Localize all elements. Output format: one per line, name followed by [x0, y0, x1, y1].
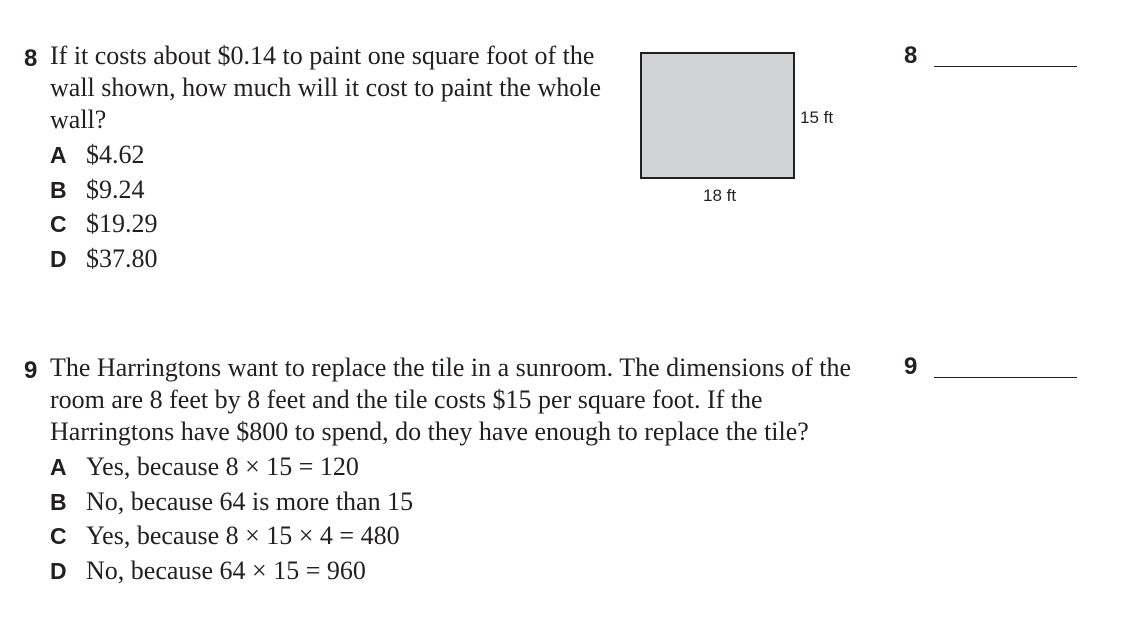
- choice-letter: B: [50, 176, 67, 203]
- wall-figure: [640, 52, 850, 212]
- answer-choices: [50, 452, 864, 590]
- choice-letter: D: [50, 557, 67, 584]
- choice-text: $9.24: [86, 174, 145, 204]
- choice-letter: B: [50, 488, 67, 515]
- question-stem: If it costs about $0.14 to paint one square foot of the wall shown, how much will it cost to paint the whole wall?: [50, 41, 601, 134]
- choice-letter: D: [50, 245, 67, 272]
- choice-letter: C: [50, 211, 67, 237]
- answer-number: 9: [904, 353, 918, 380]
- wall-width-label: 18 ft: [703, 186, 737, 205]
- choice-letter: A: [50, 142, 67, 168]
- answer-blank-9[interactable]: [904, 353, 1079, 383]
- choice-text: No, because 64 is more than 15: [86, 486, 414, 516]
- choice-text: $37.80: [86, 243, 158, 273]
- choice-d[interactable]: [50, 556, 864, 591]
- choice-b[interactable]: [50, 487, 864, 522]
- answer-blank-8[interactable]: [904, 42, 1079, 72]
- answer-number: 8: [904, 42, 918, 69]
- choice-letter: A: [50, 454, 67, 480]
- answer-choices: [50, 140, 614, 278]
- choice-text: $4.62: [86, 140, 145, 169]
- question-8: [24, 40, 614, 278]
- choice-text: Yes, because 8 × 15 × 4 = 480: [86, 521, 400, 550]
- choice-text: $19.29: [86, 209, 158, 238]
- choice-b[interactable]: [50, 175, 614, 210]
- choice-a[interactable]: [50, 452, 864, 487]
- question-number: 9: [24, 357, 38, 384]
- choice-d[interactable]: [50, 244, 614, 279]
- choice-letter: C: [50, 523, 67, 549]
- choice-a[interactable]: [50, 140, 614, 175]
- answer-line[interactable]: [934, 377, 1077, 378]
- choice-text: Yes, because 8 × 15 = 120: [86, 452, 359, 481]
- choice-text: No, because 64 × 15 = 960: [86, 555, 366, 585]
- question-stem: The Harringtons want to replace the tile in a sunroom. The dimensions of the room are 8 feet by 8 feet and the tile costs $15 per square foot. If the Harringtons have $800 to spend, do they have enough to replace the tile?: [50, 353, 851, 446]
- choice-c[interactable]: [50, 209, 614, 244]
- answer-line[interactable]: [934, 66, 1077, 67]
- question-number: 8: [24, 45, 38, 72]
- question-9: [24, 352, 864, 590]
- wall-rectangle: [640, 52, 795, 179]
- wall-height-label: 15 ft: [800, 108, 834, 127]
- choice-c[interactable]: [50, 521, 864, 556]
